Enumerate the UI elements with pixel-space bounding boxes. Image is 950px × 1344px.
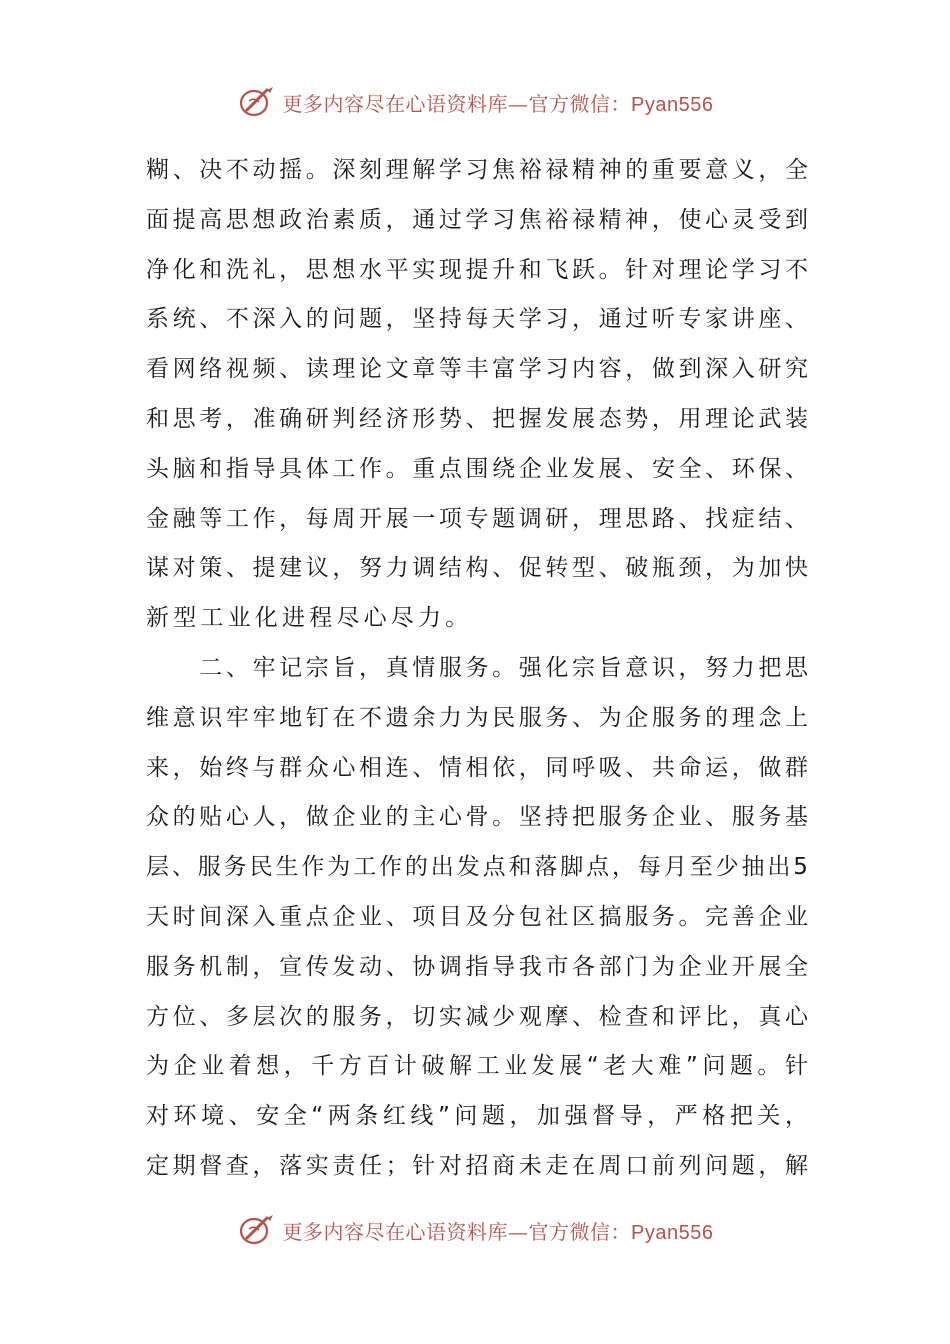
text-line: 金 融 等 工 作 ， 每 周 开 展 一 项 专 题 调 研 ， 理 思 路 、 找 症 结 、	[146, 505, 808, 532]
text-line: 层 、 服 务 民 生 作 为 工 作 的 出 发 点 和 落 脚 点 ， 每 月 至 少 抽 出 5	[146, 854, 808, 881]
watermark-handle: Pyan556	[631, 93, 714, 116]
text-line: 服 务 机 制 ， 宣 传 发 动 、 协 调 指 导 我 市 各 部 门 为 企 业 开 展 全	[146, 953, 808, 980]
footer-watermark-banner	[0, 1210, 950, 1250]
text-line: 和 思 考 ， 准 确 研 判 经 济 形 势 、 把 握 发 展 态 势 ， 用 理 论 武 装	[146, 405, 808, 432]
text-line: 净 化 和 洗 礼 ， 思 想 水 平 实 现 提 升 和 飞 跃 。 针 对 理 论 学 习 不	[146, 256, 808, 283]
text-line: 为 企 业 着 想 ， 千 方 百 计 破 解 工 业 发 展 “ 老 大 难 ” 问 题 。 针	[146, 1053, 808, 1080]
text-line: 糊 、 决 不 动 摇 。 深 刻 理 解 学 习 焦 裕 禄 精 神 的 重 要 意 义 ， 全	[146, 157, 808, 183]
text-line: 方 位 、 多 层 次 的 服 务 ， 切 实 减 少 观 摩 、 检 查 和 评 比 ， 真 心	[146, 1003, 808, 1030]
watermark-text: 更多内容尽在心语资料库—官方微信：Pyan556	[282, 1219, 714, 1244]
text-line: 新型工业化进程尽心尽力。	[146, 605, 473, 632]
text-line: 面 提 高 思 想 政 治 素 质 ， 通 过 学 习 焦 裕 禄 精 神 ， 使 心 灵 受 到	[146, 206, 808, 233]
watermark-text: 更多内容尽在心语资料库—官方微信：Pyan556	[282, 91, 714, 116]
text-line: 定 期 督 查 ， 落 实 责 任 ； 针 对 招 商 未 走 在 周 口 前 列 问 题 ， 解	[146, 1152, 808, 1179]
text-line: 对 环 境 、 安 全 “ 两 条 红 线 ” 问 题 ， 加 强 督 导 ， 严 格 把 关 ，	[146, 1103, 808, 1130]
text-line: 来 ， 始 终 与 群 众 心 相 连 、 情 相 依 ， 同 呼 吸 、 共 命 运 ， 做 群	[146, 754, 808, 781]
text-line: 二 、 牢 记 宗 旨 ， 真 情 服 务 。 强 化 宗 旨 意 识 ， 努 力 把 思	[199, 654, 808, 681]
text-line: 谋 对 策 、 提 建 议 ， 努 力 调 结 构 、 促 转 型 、 破 瓶 颈 ， 为 加 快	[146, 555, 808, 582]
pen-seal-logo-icon	[237, 1212, 277, 1248]
text-line: 系 统 、 不 深 入 的 问 题 ， 坚 持 每 天 学 习 ， 通 过 听 专 家 讲 座 、	[146, 306, 808, 333]
text-line: 众 的 贴 心 人 ， 做 企 业 的 主 心 骨 。 坚 持 把 服 务 企 业 、 服 务 基	[146, 804, 808, 831]
text-line: 天 时 间 深 入 重 点 企 业 、 项 目 及 分 包 社 区 搞 服 务 。 完 善 企 业	[146, 903, 808, 930]
document-body	[146, 146, 808, 1192]
text-line: 维 意 识 牢 牢 地 钉 在 不 遗 余 力 为 民 服 务 、 为 企 服 务 的 理 念 上	[146, 704, 808, 731]
pen-seal-logo-icon	[237, 84, 277, 120]
header-watermark-banner	[0, 82, 950, 122]
text-line: 头 脑 和 指 导 具 体 工 作 。 重 点 围 绕 企 业 发 展 、 安 全 、 环 保 、	[146, 455, 808, 482]
text-line: 看 网 络 视 频 、 读 理 论 文 章 等 丰 富 学 习 内 容 ， 做 到 深 入 研 究	[146, 356, 808, 383]
watermark-handle: Pyan556	[631, 1221, 714, 1244]
